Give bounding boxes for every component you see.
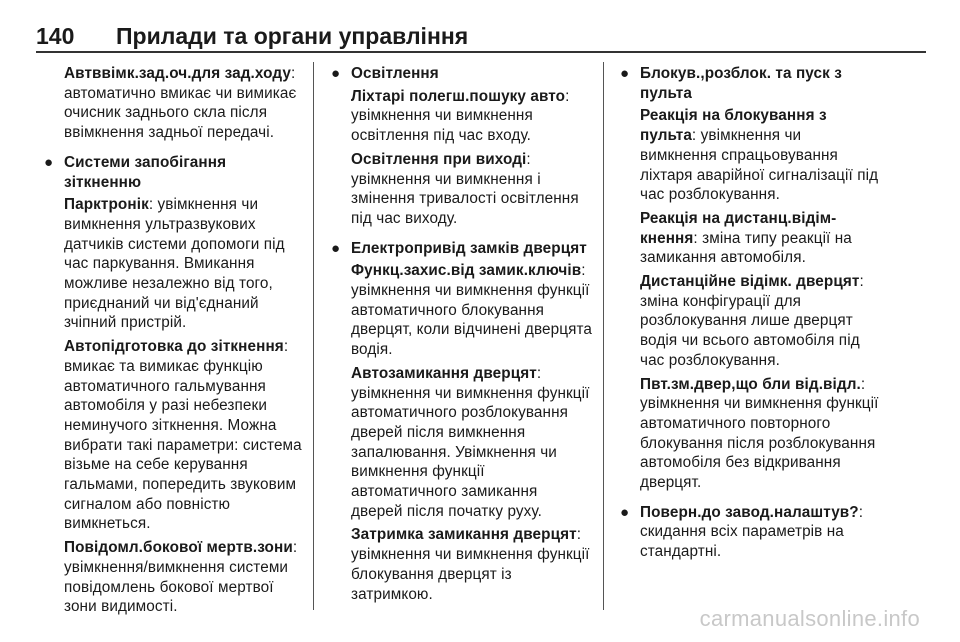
entry-text: : зміна конфігурації для розблокування лише дверцят водія чи всього автомобіля під час розблокування. <box>640 273 864 369</box>
entry-text: : зміна типу реакції на замикання автомобіля. <box>640 229 852 267</box>
bullet-icon: ● <box>44 153 54 171</box>
column-1 <box>44 64 306 621</box>
entry-term: Автопідготовка до зіткнення <box>64 338 284 356</box>
column-3 <box>620 64 882 566</box>
section-lighting <box>331 64 593 229</box>
entry-term: Реакція на блокування з пульта <box>640 107 827 145</box>
bullet-icon: ● <box>620 503 630 521</box>
entry-term: Повідомл.бокової мертв.зони <box>64 539 293 557</box>
entry-rear-wiper <box>64 64 306 143</box>
entry-term: Реакція на дистанц.відім-кнення <box>640 209 837 247</box>
entry-text: : увімкнення чи вимкнення ультразвукових датчиків системи допомоги під час паркування. Вмикання можливе незалежно від того, приєднаний чи від'єднаний зчіпний пристрій. <box>64 196 285 332</box>
column-divider <box>313 62 314 610</box>
entry-auto-locking <box>351 364 593 522</box>
entry-text: : автоматично вмикає чи вимикає очисник заднього скла після ввімкнення задньої передачі. <box>64 65 297 142</box>
entry-text: : увімкнення чи вимкнення функції автоматичного блокування дверцят, коли відчинені дверцята водія. <box>351 262 593 359</box>
entry-term: Дистанційне відімк. дверцят <box>640 273 860 291</box>
bullet-icon: ● <box>620 65 630 82</box>
section-collision <box>44 153 306 617</box>
entry-term: Автввімк.зад.оч.для зад.ходу <box>64 65 291 82</box>
entry-exit-lighting <box>351 150 593 229</box>
section-power-locks <box>331 239 593 605</box>
page-number: 140 <box>36 23 75 49</box>
entry-term: Автозамикання дверцят <box>351 364 537 382</box>
header-rule <box>36 51 926 53</box>
entry-text: : увімкнення чи вимкнення функції автоматичного повторного блокування після розблокування автомобіля без відкривання дверцят. <box>640 375 879 492</box>
entry-delayed-locking <box>351 525 593 604</box>
section-factory-reset <box>620 503 882 562</box>
entry-text: : скидання всіх параметрів на стандартні. <box>640 503 864 561</box>
entry-term: Парктронік <box>64 196 149 214</box>
section-title: Освітлення <box>351 65 439 82</box>
bullet-icon: ● <box>331 239 341 257</box>
entry-text: : увімкнення чи вимкнення освітлення під час входу. <box>351 87 570 145</box>
bullet-icon: ● <box>331 65 341 82</box>
section-title: Електропривід замків дверцят <box>351 239 587 257</box>
entry-auto-brake <box>64 337 306 534</box>
entry-parktronic <box>64 195 306 333</box>
entry-text: : вмикає та вимикає функцію автоматичного гальмування автомобіля у разі небезпеки неминучого зіткнення. Можна вибрати такі параметри: система візьме на себе керування гальмами, попередить звуковим сигналом або повністю вимкнеться. <box>64 338 302 533</box>
entry-term: Пвт.зм.двер,що бли від.відл. <box>640 375 861 393</box>
entry-factory-reset <box>640 503 882 562</box>
section-title: Системи запобігання зіткненню <box>64 153 227 191</box>
entry-text: : увімкнення чи вимкнення і змінення тривалості освітлення під час виходу. <box>351 150 579 227</box>
entry-key-lockout <box>351 261 593 360</box>
entry-term: Ліхтарі полегш.пошуку авто <box>351 87 566 105</box>
watermark: carmanualsonline.info <box>699 606 920 631</box>
page-header <box>36 22 926 52</box>
entry-term: Поверн.до завод.налаштув? <box>640 503 859 521</box>
entry-relock-doors <box>640 375 882 493</box>
entry-text: : увімкнення чи вимкнення функції автоматичного розблокування дверей після вимкнення запалювання. Увімкнення чи вимкнення функції автоматичного замикання дверей після початку руху. <box>351 364 590 520</box>
entry-remote-unlock-feedback <box>640 209 882 268</box>
entry-remote-lock-feedback <box>640 106 882 205</box>
entry-blind-spot <box>64 538 306 617</box>
entry-remote-door-unlock <box>640 272 882 371</box>
entry-text: : увімкнення чи вимкнення функції блокування дверцят із затримкою. <box>351 526 590 603</box>
column-2 <box>331 64 593 608</box>
entry-term: Затримка замикання дверцят <box>351 526 577 544</box>
section-remote <box>620 64 882 493</box>
entry-term: Освітлення при виході <box>351 150 527 168</box>
entry-text: : увімкнення чи вимкнення спрацьовування ліхтаря аварійної сигналізації під час розблокування. <box>640 127 879 204</box>
page-title: Прилади та органи управління <box>116 23 469 49</box>
section-rear-wiper <box>44 64 306 143</box>
entry-text: : увімкнення/вимкнення системи повідомлень бокової мертвої зони видимості. <box>64 539 298 616</box>
entry-term: Функц.захис.від замик.ключів <box>351 262 582 280</box>
entry-vehicle-locator-lights <box>351 87 593 146</box>
section-title: Блокув.,розблок. та пуск з пульта <box>640 65 842 102</box>
column-divider <box>603 62 604 610</box>
